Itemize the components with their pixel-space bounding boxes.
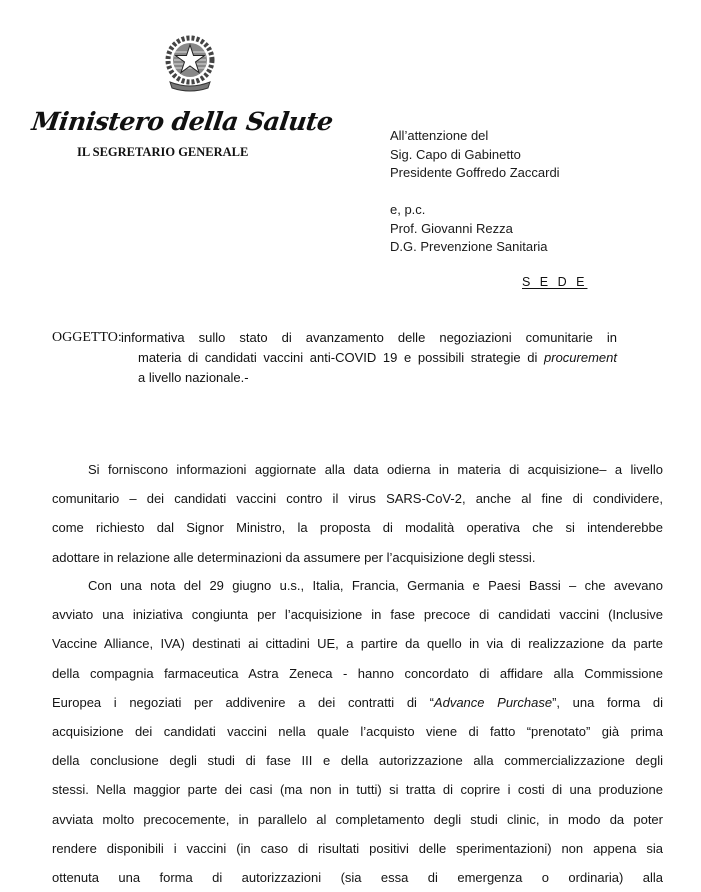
paragraph-line: stessi. Nella maggior parte dei casi (ma non in tutti) si tratta di coprire i costi di una produzione xyxy=(52,782,663,798)
paragraph-line: Vaccine Alliance, IVA) destinati ai cittadini UE, a partire da quello in via di realizzazione da parte xyxy=(52,636,663,652)
paragraph-line: Con una nota del 29 giugno u.s., Italia, Francia, Germania e Paesi Bassi – che avevano xyxy=(88,578,663,593)
italic-term: Advance Purchase xyxy=(433,694,553,710)
body-paragraph-2 xyxy=(52,571,663,892)
italian-republic-emblem-icon xyxy=(160,32,220,94)
recipient-line: Presidente Goffredo Zaccardi xyxy=(390,165,560,180)
subject-line: informativa sullo stato di avanzamento delle negoziazioni comunitarie in xyxy=(121,330,617,345)
recipient-block xyxy=(390,127,560,183)
subject-line-text: materia di candidati vaccini anti-COVID 19 e possibili strategie di xyxy=(138,350,545,365)
paragraph-line: Si forniscono informazioni aggiornate alla data odierna in materia di acquisizione– a livello xyxy=(88,462,663,477)
paragraph-line: della conclusione degli studi di fase III e della autorizzazione alla commercializzazione degli xyxy=(52,753,663,769)
paragraph-line: come richiesto dal Signor Ministro, la proposta di modalità operativa che si intenderebbe xyxy=(52,520,663,536)
ministry-name: Ministero della Salute xyxy=(30,107,335,136)
paragraph-line: della compagnia farmaceutica Astra Zeneca - hanno concordato di affidare alla Commissione xyxy=(52,665,663,681)
subject-italic-word: procurement xyxy=(544,350,617,365)
body-paragraph-1 xyxy=(52,455,663,572)
paragraph-line: acquisizione dei candidati vaccini nella quale l’acquisto viene di fatto “prenotato” già prima xyxy=(52,724,663,740)
line-text: ”, una forma di xyxy=(552,694,663,710)
subject-label: OGGETTO: xyxy=(52,330,122,345)
cc-line: Prof. Giovanni Rezza xyxy=(390,220,513,236)
location-sede: S E D E xyxy=(522,275,588,289)
subject-line xyxy=(121,348,617,368)
line-text: Europea i negoziati per addivenire a dei contratti di “ xyxy=(52,694,434,710)
cc-block xyxy=(390,201,548,257)
recipient-line: All’attenzione del xyxy=(390,128,489,143)
paragraph-line: comunitario – dei candidati vaccini contro il virus SARS-CoV-2, anche al fine di condividere, xyxy=(52,491,663,507)
paragraph-line: adottare in relazione alle determinazioni da assumere per l’acquisizione degli stessi. xyxy=(52,549,536,565)
subject-line: a livello nazionale.- xyxy=(138,370,249,385)
office-title: IL SEGRETARIO GENERALE xyxy=(77,145,249,159)
paragraph-line: rendere disponibili i vaccini (in caso di risultati positivi delle sperimentazioni) non appena sia xyxy=(52,840,663,856)
paragraph-line xyxy=(52,688,663,717)
recipient-line: Sig. Capo di Gabinetto xyxy=(390,146,521,162)
cc-line: D.G. Prevenzione Sanitaria xyxy=(390,239,548,254)
paragraph-line: avviato una iniziativa congiunta per l’acquisizione in fase precoce di candidati vaccini (Inclusive xyxy=(52,607,663,623)
paragraph-line: ottenuta una forma di autorizzazioni (sia essa di emergenza o ordinaria) alla xyxy=(52,870,663,886)
subject-text xyxy=(121,328,617,388)
paragraph-line: avviata molto precocemente, in parallelo al completamento degli studi clinic, in modo da poter xyxy=(52,811,663,827)
cc-line: e, p.c. xyxy=(390,202,426,217)
